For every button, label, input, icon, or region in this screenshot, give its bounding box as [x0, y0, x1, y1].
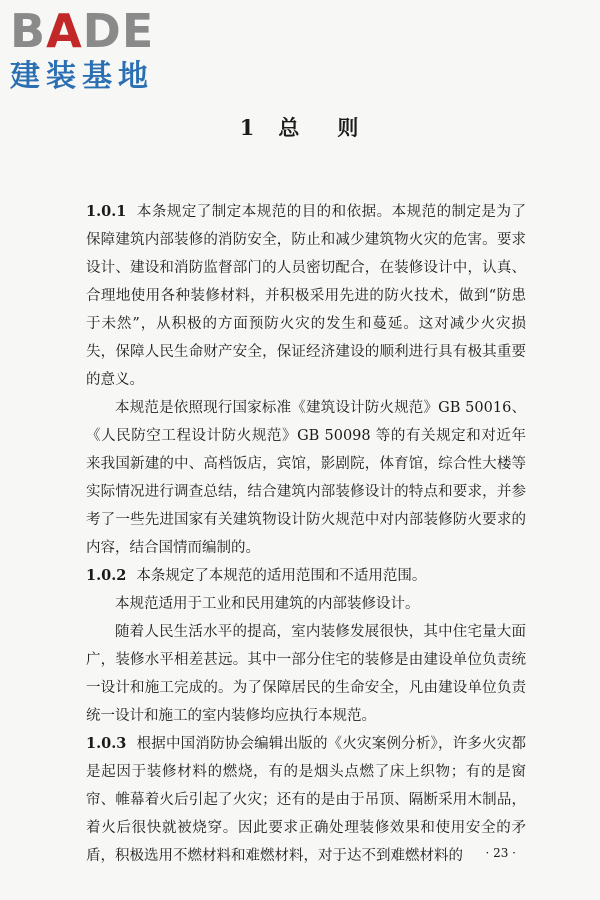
logo-chinese-text: 建装基地 — [10, 59, 154, 94]
body-text — [86, 198, 526, 870]
paragraph — [86, 730, 526, 870]
logo-letters-de: DE — [82, 4, 155, 58]
clause-number: 1.0.3 — [86, 735, 127, 752]
chapter-title-char-2: 则 — [337, 115, 361, 140]
paragraph — [86, 618, 526, 730]
logo-letter-b: B — [10, 4, 47, 58]
paragraph — [86, 394, 526, 562]
paragraph — [86, 198, 526, 394]
paragraph — [86, 562, 526, 590]
logo-letter-a: A — [46, 4, 83, 58]
paragraph-text: 根据中国消防协会编辑出版的《火灾案例分析》，许多火灾都是起因于装修材料的燃烧，有的是烟头点燃了床上织物；有的是窗帘、帷幕着火后引起了火灾；还有的是由于吊顶、隔断采用木制品，着火后很快就被烧穿。因此要求正确处理装修效果和使用安全的矛盾，积极选用不燃材料和难燃材料，对于达不到难燃材料的 — [86, 736, 526, 864]
clause-number: 1.0.1 — [86, 203, 127, 220]
chapter-number: 1 — [239, 115, 257, 140]
chapter-title-char-1: 总 — [278, 115, 302, 140]
paragraph — [86, 590, 526, 618]
clause-number: 1.0.2 — [86, 567, 127, 584]
paragraph-text: 随着人民生活水平的提高，室内装修发展很快，其中住宅量大面广，装修水平相差甚远。其中一部分住宅的装修是由建设单位负责统一设计和施工完成的。为了保障居民的生命安全，凡由建设单位负责统一设计和施工的室内装修均应执行本规范。 — [86, 624, 526, 724]
logo-wordmark — [10, 4, 155, 58]
page-number: · 23 · — [485, 846, 516, 860]
paragraph-text: 本条规定了制定本规范的目的和依据。本规范的制定是为了保障建筑内部装修的消防安全，防止和减少建筑物火灾的危害。要求设计、建设和消防监督部门的人员密切配合，在装修设计中，认真、合理地使用各种装修材料，并积极采用先进的防火技术，做到“防患于未然”，从积极的方面预防火灾的发生和蔓延。这对减少火灾损失，保障人民生命财产安全，保证经济建设的顺利进行具有极其重要的意义。 — [86, 204, 526, 388]
paragraph-text: 本条规定了本规范的适用范围和不适用范围。 — [136, 568, 427, 584]
paragraph-text: 本规范适用于工业和民用建筑的内部装修设计。 — [115, 596, 420, 612]
paragraph-text: 本规范是依照现行国家标准《建筑设计防火规范》GB 50016、《人民防空工程设计防火规范》GB 50098 等的有关规定和对近年来我国新建的中、高档饭店，宾馆，影剧院，体育馆，综合性大楼等实际情况进行调查总结，结合建筑内部装修设计的特点和要求，并参考了一些先进国家有关建筑物设计防火规范中对内部装修防火要求的内容，结合国情而编制的。 — [86, 400, 526, 556]
watermark-logo — [10, 4, 155, 96]
chapter-title — [0, 112, 600, 142]
